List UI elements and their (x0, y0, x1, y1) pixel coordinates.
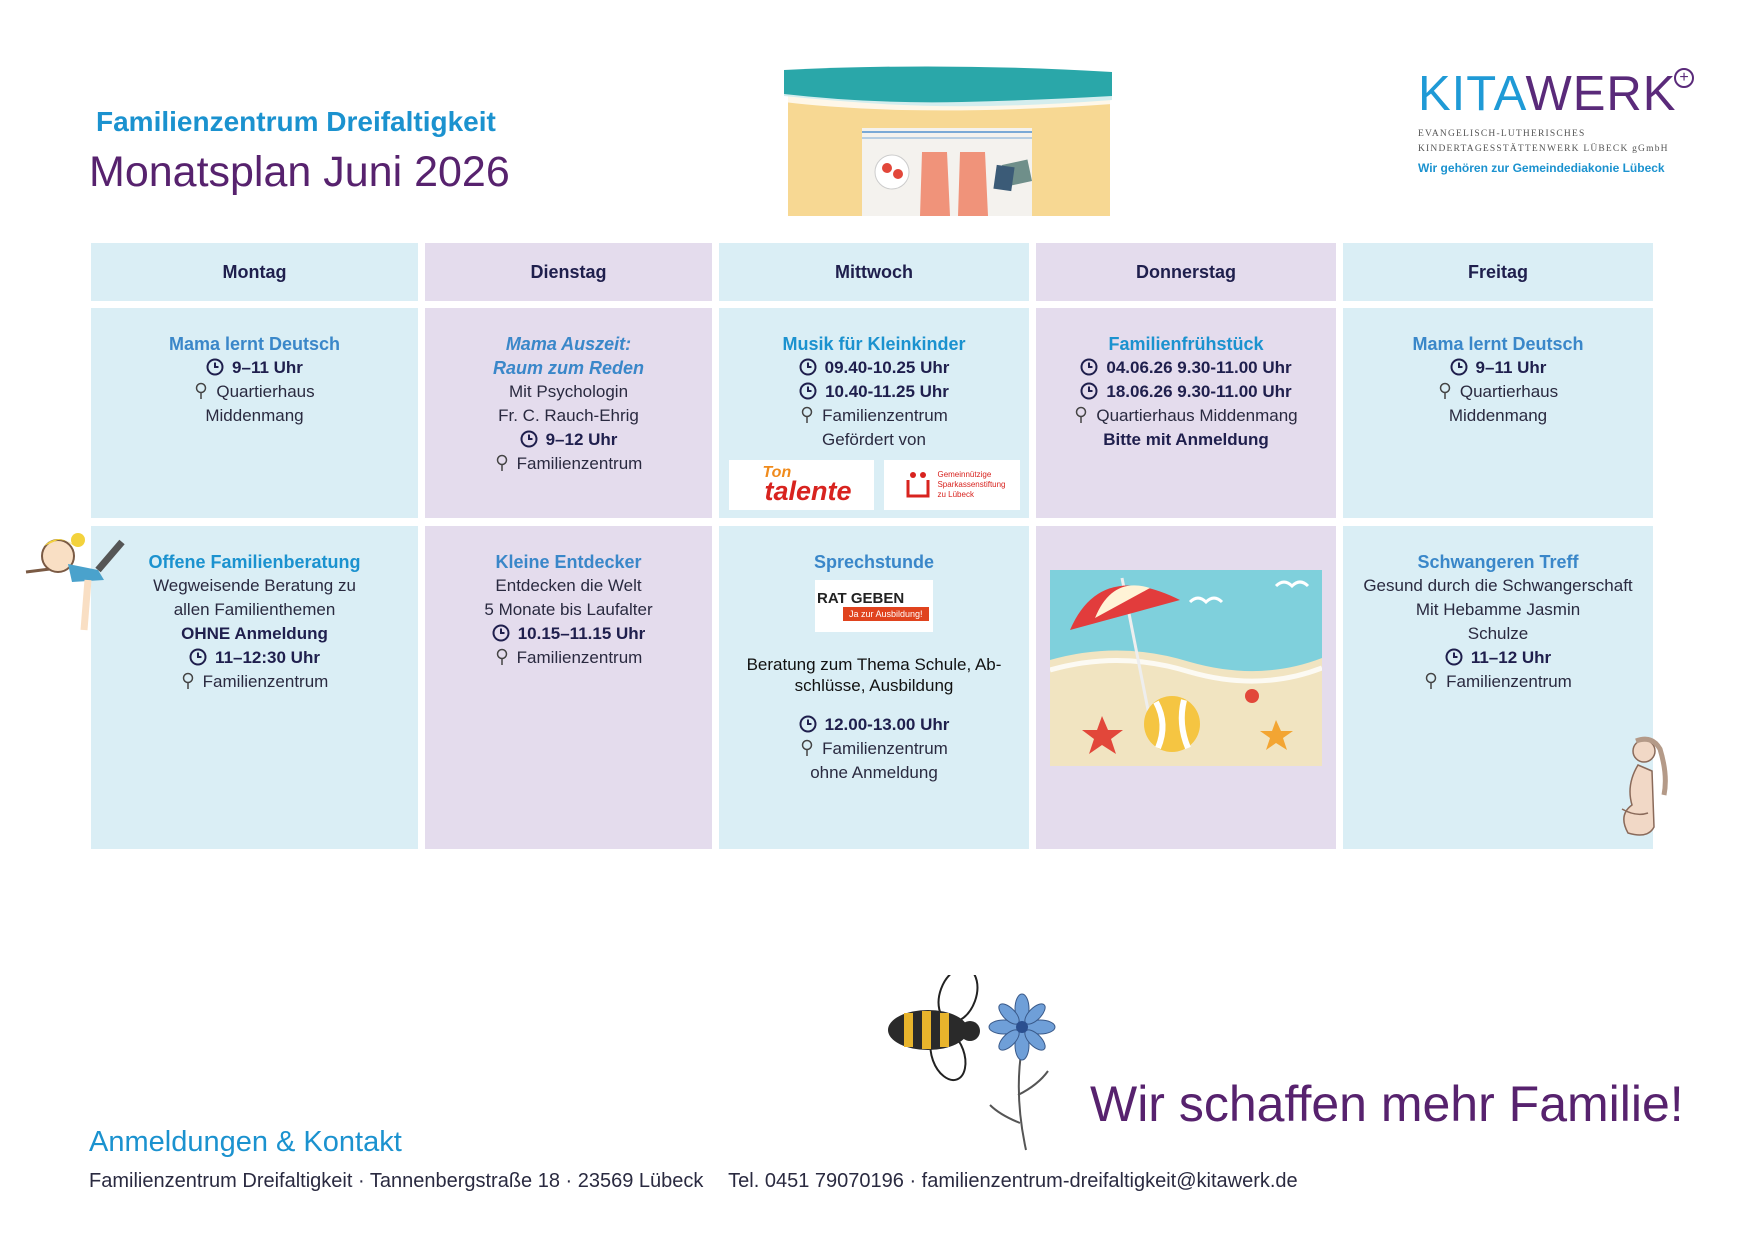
clock-icon (206, 358, 224, 376)
event-cell-w2-mittwoch: Sprechstunde RAT GEBEN Ja zur Ausbildung! Beratung zum Thema Schule, Ab- schlüsse, Ausbildung 12.00-13.00 Uhr Familienzentrum ohne Anmeldung (719, 526, 1029, 849)
location-pin-icon (1074, 406, 1088, 424)
location-pin-icon (495, 454, 509, 472)
contact-address: Familienzentrum Dreifaltigkeit · Tannenbergstraße 18 · 23569 Lübeck (89, 1170, 704, 1192)
kitawerk-logo (1418, 67, 1698, 175)
beach-umbrella-illustration (1050, 570, 1322, 766)
clock-icon (1445, 648, 1463, 666)
sparkassenstiftung-logo: Gemeinnützige Sparkassenstiftung zu Lübeck (884, 460, 1020, 510)
event-cell-w1-freitag: Mama lernt Deutsch 9–11 Uhr Quartierhaus Middenmang (1343, 308, 1653, 518)
sparkasse-icon (905, 470, 931, 500)
event-cell-w2-donnerstag (1036, 526, 1336, 849)
contact-phone[interactable]: Tel. 0451 79070196 (728, 1170, 904, 1192)
contact-heading: Anmeldungen & Kontakt (89, 1126, 402, 1158)
location-pin-icon (800, 406, 814, 424)
location-pin-icon (1424, 672, 1438, 690)
event-cell-w1-donnerstag: Familienfrühstück 04.06.26 9.30-11.00 Uhr 18.06.26 9.30-11.00 Uhr Quartierhaus Middenmang Bitte mit Anmeldung (1036, 308, 1336, 518)
clock-icon (520, 430, 538, 448)
location-pin-icon (800, 739, 814, 757)
clock-icon (799, 715, 817, 733)
beach-towel-illustration (782, 66, 1114, 216)
event-cell-w2-montag: Offene Familienberatung Wegweisende Beratung zu allen Familienthemen OHNE Anmeldung 11–12:30 Uhr Familienzentrum (91, 526, 418, 849)
day-header-donnerstag: Donnerstag (1036, 243, 1336, 301)
page-title: Monatsplan Juni 2026 (89, 148, 510, 196)
cross-icon: + (1674, 68, 1694, 88)
event-cell-w1-dienstag: Mama Auszeit: Raum zum Reden Mit Psychologin Fr. C. Rauch-Ehrig 9–12 Uhr Familienzentrum (425, 308, 712, 518)
logo-wordmark: KITAWERK (1418, 67, 1677, 121)
day-header-mittwoch: Mittwoch (719, 243, 1029, 301)
contact-line (89, 1170, 1298, 1193)
clock-icon (492, 624, 510, 642)
location-pin-icon (194, 382, 208, 400)
tontalente-logo: Ton talente (729, 460, 874, 510)
day-header-freitag: Freitag (1343, 243, 1653, 301)
clock-icon (1450, 358, 1468, 376)
contact-email[interactable]: · familienzentrum-dreifaltigkeit@kitawerk.de (909, 1170, 1298, 1192)
event-cell-w1-montag: Mama lernt Deutsch 9–11 Uhr Quartierhaus Middenmang (91, 308, 418, 518)
clock-icon (1080, 358, 1098, 376)
bee-flower-illustration (878, 975, 1058, 1155)
slogan: Wir schaffen mehr Familie! (1090, 1076, 1684, 1132)
clock-icon (1080, 382, 1098, 400)
logo-org-line-1: EVANGELISCH-LUTHERISCHES (1418, 129, 1586, 139)
location-pin-icon (495, 648, 509, 666)
center-name: Familienzentrum Dreifaltigkeit (96, 106, 496, 137)
clock-icon (799, 358, 817, 376)
yoga-girl-illustration (18, 520, 128, 640)
event-cell-w2-freitag: Schwangeren Treff Gesund durch die Schwangerschaft Mit Hebamme Jasmin Schulze 11–12 Uhr Familienzentrum (1343, 526, 1653, 849)
event-cell-w2-dienstag: Kleine Entdecker Entdecken die Welt 5 Monate bis Laufalter 10.15–11.15 Uhr Familienzentrum (425, 526, 712, 849)
rat-geben-logo: RAT GEBEN Ja zur Ausbildung! (815, 580, 933, 632)
logo-tagline: Wir gehören zur Gemeindediakonie Lübeck (1418, 161, 1665, 175)
clock-icon (799, 382, 817, 400)
logo-org-line-2: KINDERTAGESSTÄTTENWERK LÜBECK gGmbH (1418, 144, 1669, 154)
day-header-dienstag: Dienstag (425, 243, 712, 301)
location-pin-icon (1438, 382, 1452, 400)
day-header-montag: Montag (91, 243, 418, 301)
pregnant-woman-illustration (1608, 735, 1678, 845)
event-cell-w1-mittwoch: Musik für Kleinkinder 09.40-10.25 Uhr 10.40-11.25 Uhr Familienzentrum Gefördert von Ton talente Gemeinnützige Sparkassenstiftung zu Lübeck (719, 308, 1029, 518)
location-pin-icon (181, 672, 195, 690)
clock-icon (189, 648, 207, 666)
